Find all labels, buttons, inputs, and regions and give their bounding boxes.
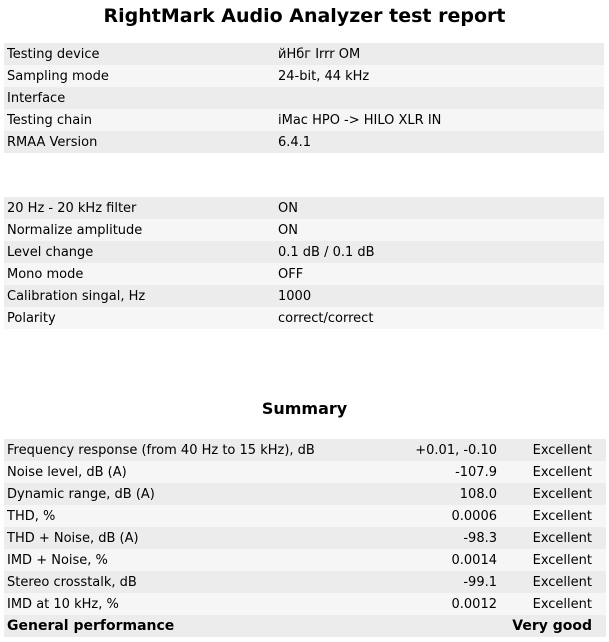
- polarity-value: correct/correct: [275, 307, 604, 329]
- normalize-amplitude-value: ON: [275, 219, 604, 241]
- rmaa-version-label: RMAA Version: [4, 131, 275, 153]
- imd-noise-label: IMD + Noise, %: [4, 549, 377, 571]
- dynamic-range-rating: Excellent: [507, 483, 606, 505]
- table-row: [4, 307, 604, 329]
- interface-value: [275, 87, 604, 109]
- interface-label: Interface: [4, 87, 275, 109]
- table-row: [4, 527, 606, 549]
- table-row: [4, 65, 604, 87]
- table-row: [4, 593, 606, 615]
- filter-value: ON: [275, 197, 604, 219]
- settings-table: [4, 197, 604, 329]
- level-change-label: Level change: [4, 241, 275, 263]
- general-performance-label: General performance: [4, 615, 377, 637]
- table-row: [4, 241, 604, 263]
- testing-chain-value: iMac HPO -> HILO XLR IN: [275, 109, 604, 131]
- table-row: [4, 461, 606, 483]
- normalize-amplitude-label: Normalize amplitude: [4, 219, 275, 241]
- mono-mode-value: OFF: [275, 263, 604, 285]
- frequency-response-value: +0.01, -0.10: [377, 439, 507, 461]
- summary-heading: Summary: [261, 399, 348, 418]
- imd-10khz-rating: Excellent: [507, 593, 606, 615]
- calibration-signal-value: 1000: [275, 285, 604, 307]
- frequency-response-rating: Excellent: [507, 439, 606, 461]
- table-row: [4, 483, 606, 505]
- table-row: [4, 43, 604, 65]
- table-row: [4, 197, 604, 219]
- table-row: [4, 131, 604, 153]
- filter-label: 20 Hz - 20 kHz filter: [4, 197, 275, 219]
- table-row: [4, 219, 604, 241]
- noise-level-label: Noise level, dB (A): [4, 461, 377, 483]
- table-row: [4, 571, 606, 593]
- noise-level-value: -107.9: [377, 461, 507, 483]
- dynamic-range-value: 108.0: [377, 483, 507, 505]
- noise-level-rating: Excellent: [507, 461, 606, 483]
- calibration-signal-label: Calibration singal, Hz: [4, 285, 275, 307]
- general-performance-row: [4, 615, 606, 637]
- imd-noise-rating: Excellent: [507, 549, 606, 571]
- table-row: [4, 87, 604, 109]
- stereo-crosstalk-value: -99.1: [377, 571, 507, 593]
- polarity-label: Polarity: [4, 307, 275, 329]
- imd-10khz-value: 0.0012: [377, 593, 507, 615]
- imd-noise-value: 0.0014: [377, 549, 507, 571]
- thd-value: 0.0006: [377, 505, 507, 527]
- stereo-crosstalk-rating: Excellent: [507, 571, 606, 593]
- sampling-mode-label: Sampling mode: [4, 65, 275, 87]
- report-title: RightMark Audio Analyzer test report: [103, 5, 506, 27]
- table-row: [4, 505, 606, 527]
- summary-table: [4, 439, 606, 637]
- table-row: [4, 285, 604, 307]
- stereo-crosstalk-label: Stereo crosstalk, dB: [4, 571, 377, 593]
- thd-rating: Excellent: [507, 505, 606, 527]
- thd-noise-value: -98.3: [377, 527, 507, 549]
- testing-device-value: йНбг Irrr OM: [275, 43, 604, 65]
- general-performance-value: [377, 615, 507, 637]
- table-row: [4, 263, 604, 285]
- thd-noise-rating: Excellent: [507, 527, 606, 549]
- rmaa-version-value: 6.4.1: [275, 131, 604, 153]
- testing-chain-label: Testing chain: [4, 109, 275, 131]
- table-row: [4, 439, 606, 461]
- imd-10khz-label: IMD at 10 kHz, %: [4, 593, 377, 615]
- dynamic-range-label: Dynamic range, dB (A): [4, 483, 377, 505]
- mono-mode-label: Mono mode: [4, 263, 275, 285]
- device-info-table: [4, 43, 604, 153]
- thd-noise-label: THD + Noise, dB (A): [4, 527, 377, 549]
- general-performance-rating: Very good: [507, 615, 606, 637]
- thd-label: THD, %: [4, 505, 377, 527]
- table-row: [4, 109, 604, 131]
- testing-device-label: Testing device: [4, 43, 275, 65]
- frequency-response-label: Frequency response (from 40 Hz to 15 kHz), dB: [4, 439, 377, 461]
- sampling-mode-value: 24-bit, 44 kHz: [275, 65, 604, 87]
- level-change-value: 0.1 dB / 0.1 dB: [275, 241, 604, 263]
- table-row: [4, 549, 606, 571]
